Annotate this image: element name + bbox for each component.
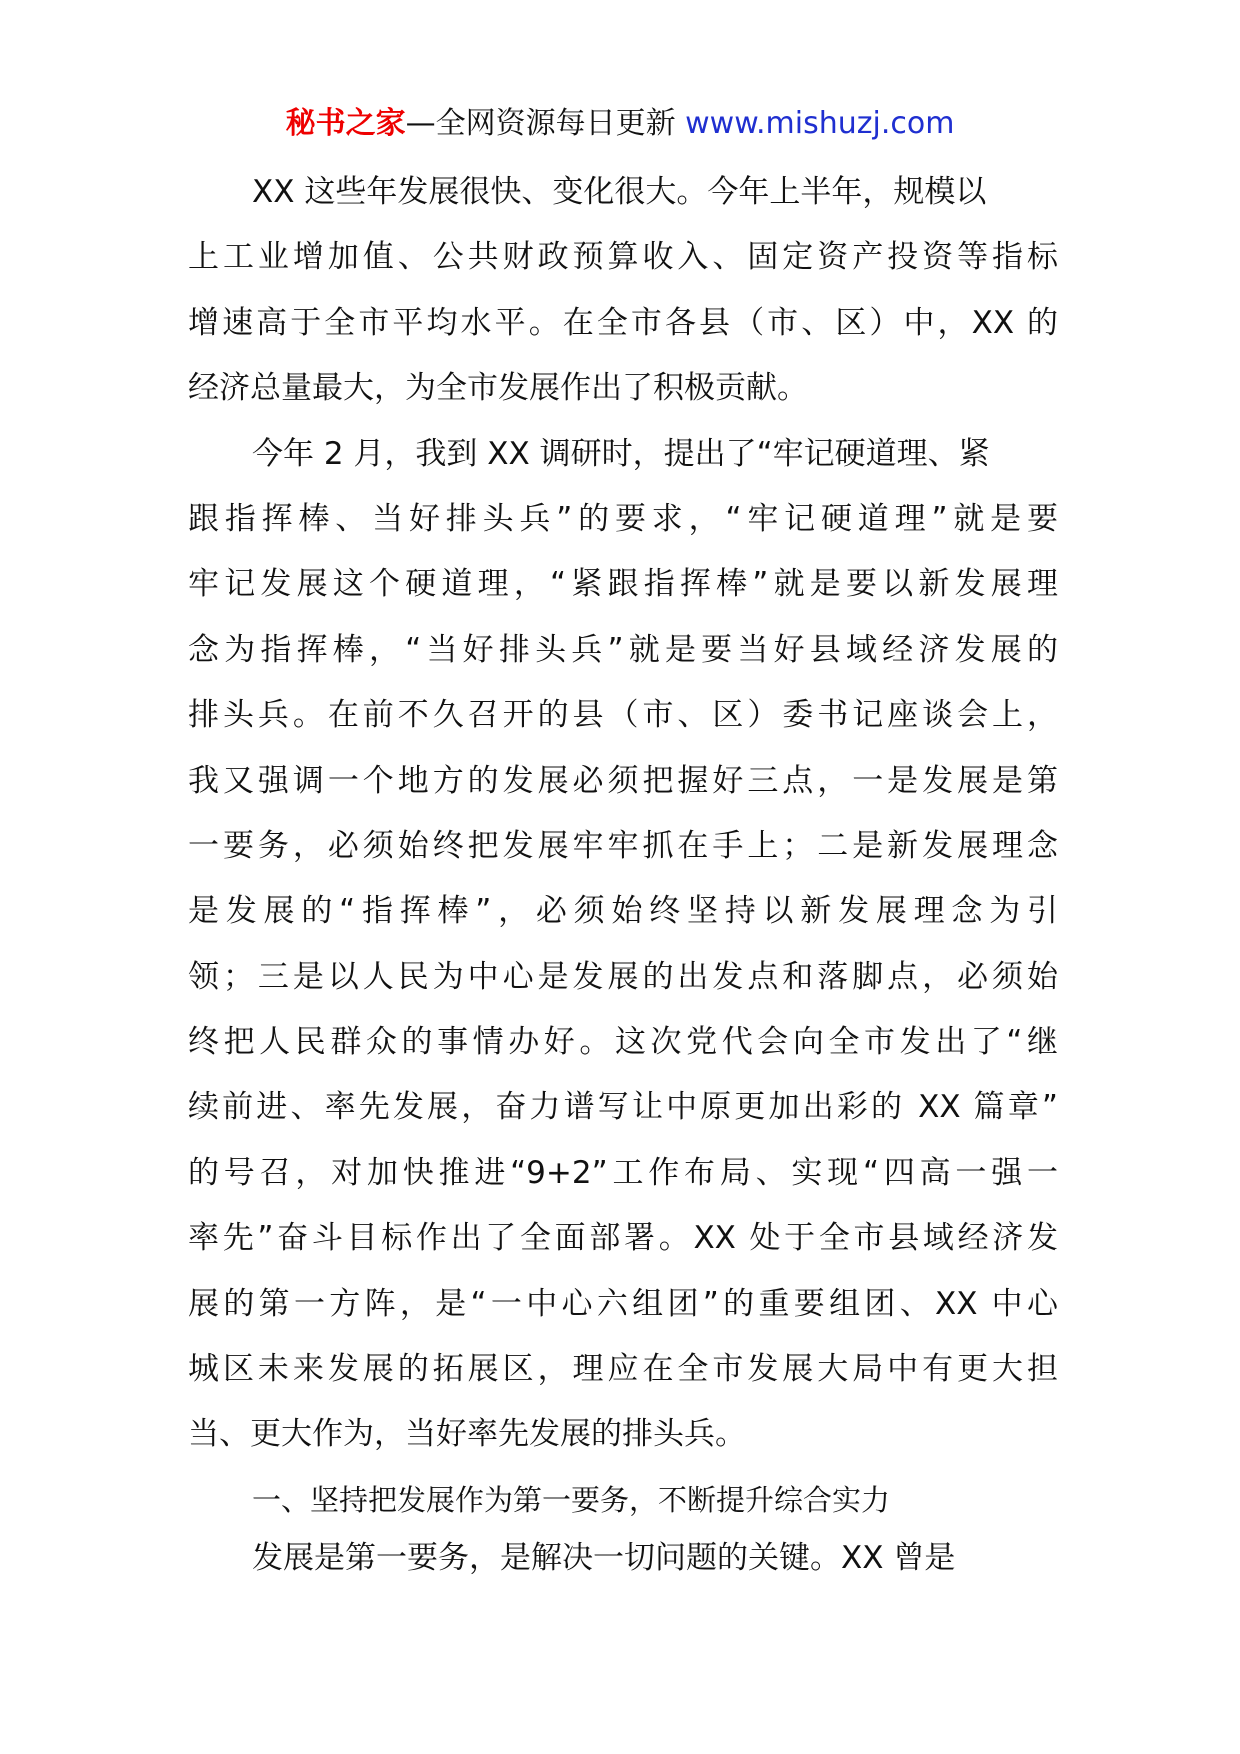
section-heading: 一、坚持把发展作为第一要务，不断提升综合实力 xyxy=(252,1482,891,1517)
text-line: 的号召，对加快推进“9+2”工作布局、实现“四高一强一 xyxy=(188,1154,1058,1191)
text-line: 城区未来发展的拓展区，理应在全市发展大局中有更大担 xyxy=(188,1351,1058,1388)
text-line: 展的第一方阵，是“一中心六组团”的重要组团、XX 中心 xyxy=(188,1285,1058,1322)
text-line: 今年 2 月，我到 XX 调研时，提出了“牢记硬道理、紧 xyxy=(252,435,990,472)
page-header xyxy=(0,104,1240,144)
document-body xyxy=(188,169,1058,1600)
text-line: 念为指挥棒，“当好排头兵”就是要当好县域经济发展的 xyxy=(188,631,1058,668)
text-line: 率先”奋斗目标作出了全面部署。XX 处于全市县域经济发 xyxy=(188,1220,1058,1257)
text-line: 续前进、率先发展，奋力谱写让中原更加出彩的 XX 篇章” xyxy=(188,1089,1058,1126)
header-url-link[interactable]: www.mishuzj.com xyxy=(685,106,955,141)
header-tagline: —全网资源每日更新 xyxy=(405,106,686,141)
text-line: 排头兵。在前不久召开的县（市、区）委书记座谈会上， xyxy=(188,697,1058,734)
text-line: 我又强调一个地方的发展必须把握好三点，一是发展是第 xyxy=(188,762,1058,799)
text-line: 当、更大作为，当好率先发展的排头兵。 xyxy=(188,1416,746,1453)
text-line: 是发展的“指挥棒”，必须始终坚持以新发展理念为引 xyxy=(188,893,1058,930)
text-line: 发展是第一要务，是解决一切问题的关键。XX 曾是 xyxy=(252,1539,956,1576)
text-line: 一要务，必须始终把发展牢牢抓在手上；二是新发展理念 xyxy=(188,827,1058,864)
text-line: XX 这些年发展很快、变化很大。今年上半年，规模以 xyxy=(252,174,987,210)
text-line: 经济总量最大，为全市发展作出了积极贡献。 xyxy=(188,370,808,407)
text-line: 增速高于全市平均水平。在全市各县（市、区）中，XX 的 xyxy=(188,304,1058,341)
header-brand: 秘书之家 xyxy=(285,106,406,141)
text-line: 跟指挥棒、当好排头兵”的要求，“牢记硬道理”就是要 xyxy=(188,500,1058,537)
text-line: 终把人民群众的事情办好。这次党代会向全市发出了“继 xyxy=(188,1024,1058,1061)
text-line: 牢记发展这个硬道理，“紧跟指挥棒”就是要以新发展理 xyxy=(188,566,1058,603)
text-line: 领；三是以人民为中心是发展的出发点和落脚点，必须始 xyxy=(188,958,1058,995)
text-line: 上工业增加值、公共财政预算收入、固定资产投资等指标 xyxy=(188,239,1058,276)
